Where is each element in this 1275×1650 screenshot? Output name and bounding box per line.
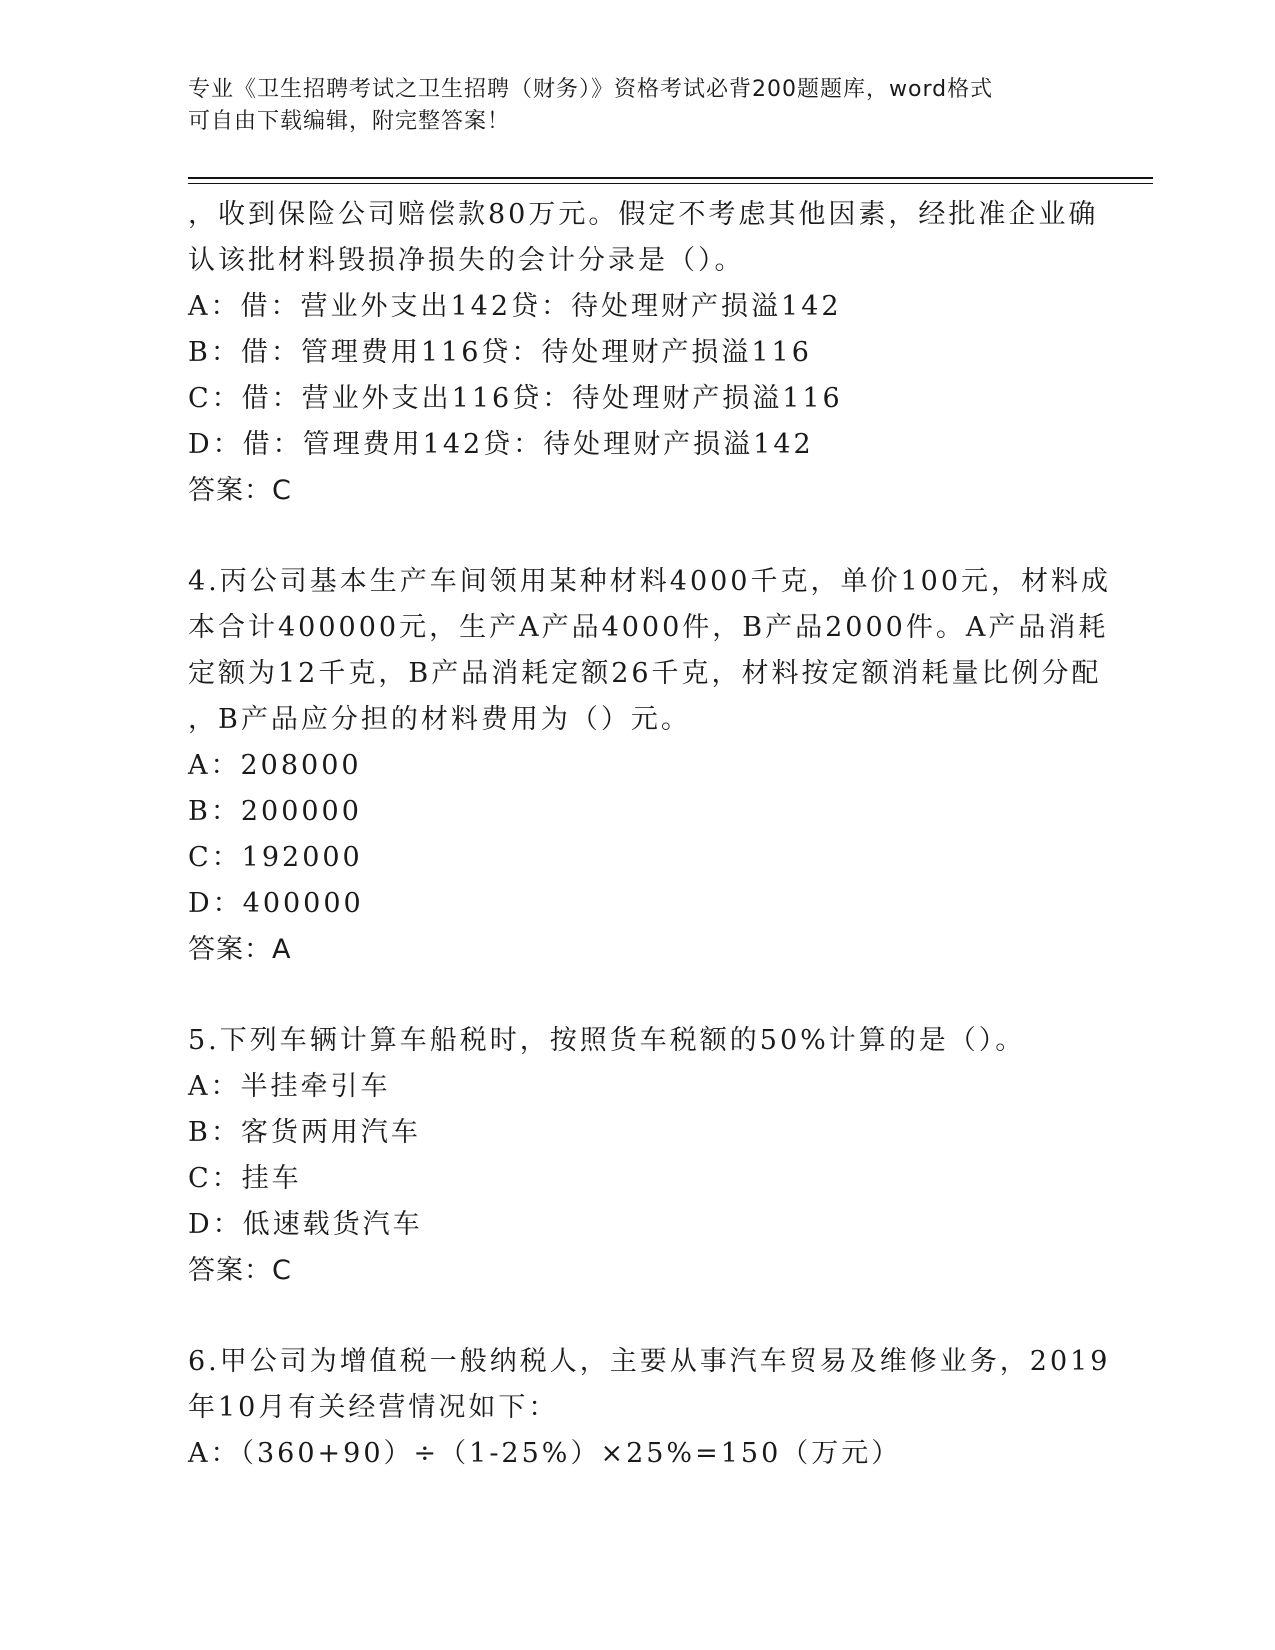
question-spacer <box>188 514 1088 559</box>
option-a: A：（360+90）÷（1-25%）×25%=150（万元） <box>188 1438 902 1469</box>
answer: 答案：A <box>188 934 292 965</box>
option-c: C：192000 <box>188 842 363 873</box>
question-3 <box>188 192 1099 514</box>
question-spacer <box>188 1294 1088 1339</box>
document-header <box>188 74 1068 138</box>
question-stem-line: 5.下列车辆计算车船税时，按照货车税额的50%计算的是（）。 <box>188 1025 1026 1056</box>
option-d: D：借：管理费用142贷：待处理财产损溢142 <box>188 429 814 460</box>
question-stem-line: 6.甲公司为增值税一般纳税人，主要从事汽车贸易及维修业务，2019 <box>188 1346 1111 1377</box>
question-stem-line: 本合计400000元，生产A产品4000件，B产品2000件。A产品消耗 <box>188 612 1109 643</box>
option-a: A：208000 <box>188 750 362 781</box>
answer: 答案：C <box>188 1255 292 1286</box>
header-line-2: 可自由下载编辑，附完整答案！ <box>188 109 511 134</box>
header-divider-thin <box>188 183 1153 184</box>
option-b: B：200000 <box>188 796 362 827</box>
question-5 <box>188 1018 1088 1294</box>
question-spacer <box>188 973 1088 1018</box>
question-stem-line: ，B产品应分担的材料费用为（）元。 <box>188 704 691 735</box>
option-a: A：半挂牵引车 <box>188 1071 391 1102</box>
question-6 <box>188 1339 1111 1477</box>
option-b: B：借：管理费用116贷：待处理财产损溢116 <box>188 337 812 368</box>
option-b: B：客货两用汽车 <box>188 1117 421 1148</box>
header-line-1: 专业《卫生招聘考试之卫生招聘（财务）》资格考试必背200题题库，word格式 <box>188 77 994 102</box>
option-c: C：借：营业外支出116贷：待处理财产损溢116 <box>188 383 843 414</box>
question-list <box>188 192 1112 1477</box>
option-d: D：低速载货汽车 <box>188 1209 423 1240</box>
answer: 答案：C <box>188 475 292 506</box>
question-stem-line: 定额为12千克，B产品消耗定额26千克，材料按定额消耗量比例分配 <box>188 658 1102 689</box>
option-a: A：借：营业外支出142贷：待处理财产损溢142 <box>188 291 842 322</box>
question-4 <box>188 559 1112 973</box>
header-divider-thick <box>188 177 1153 179</box>
question-stem-line: 认该批材料毁损净损失的会计分录是（）。 <box>188 245 745 276</box>
option-d: D：400000 <box>188 888 364 919</box>
option-c: C：挂车 <box>188 1163 302 1194</box>
question-stem-line: 年10月有关经营情况如下： <box>188 1392 559 1423</box>
question-stem-line: ，收到保险公司赔偿款80万元。假定不考虑其他因素，经批准企业确 <box>188 199 1099 230</box>
question-stem-line: 4.丙公司基本生产车间领用某种材料4000千克，单价100元，材料成 <box>188 566 1112 597</box>
